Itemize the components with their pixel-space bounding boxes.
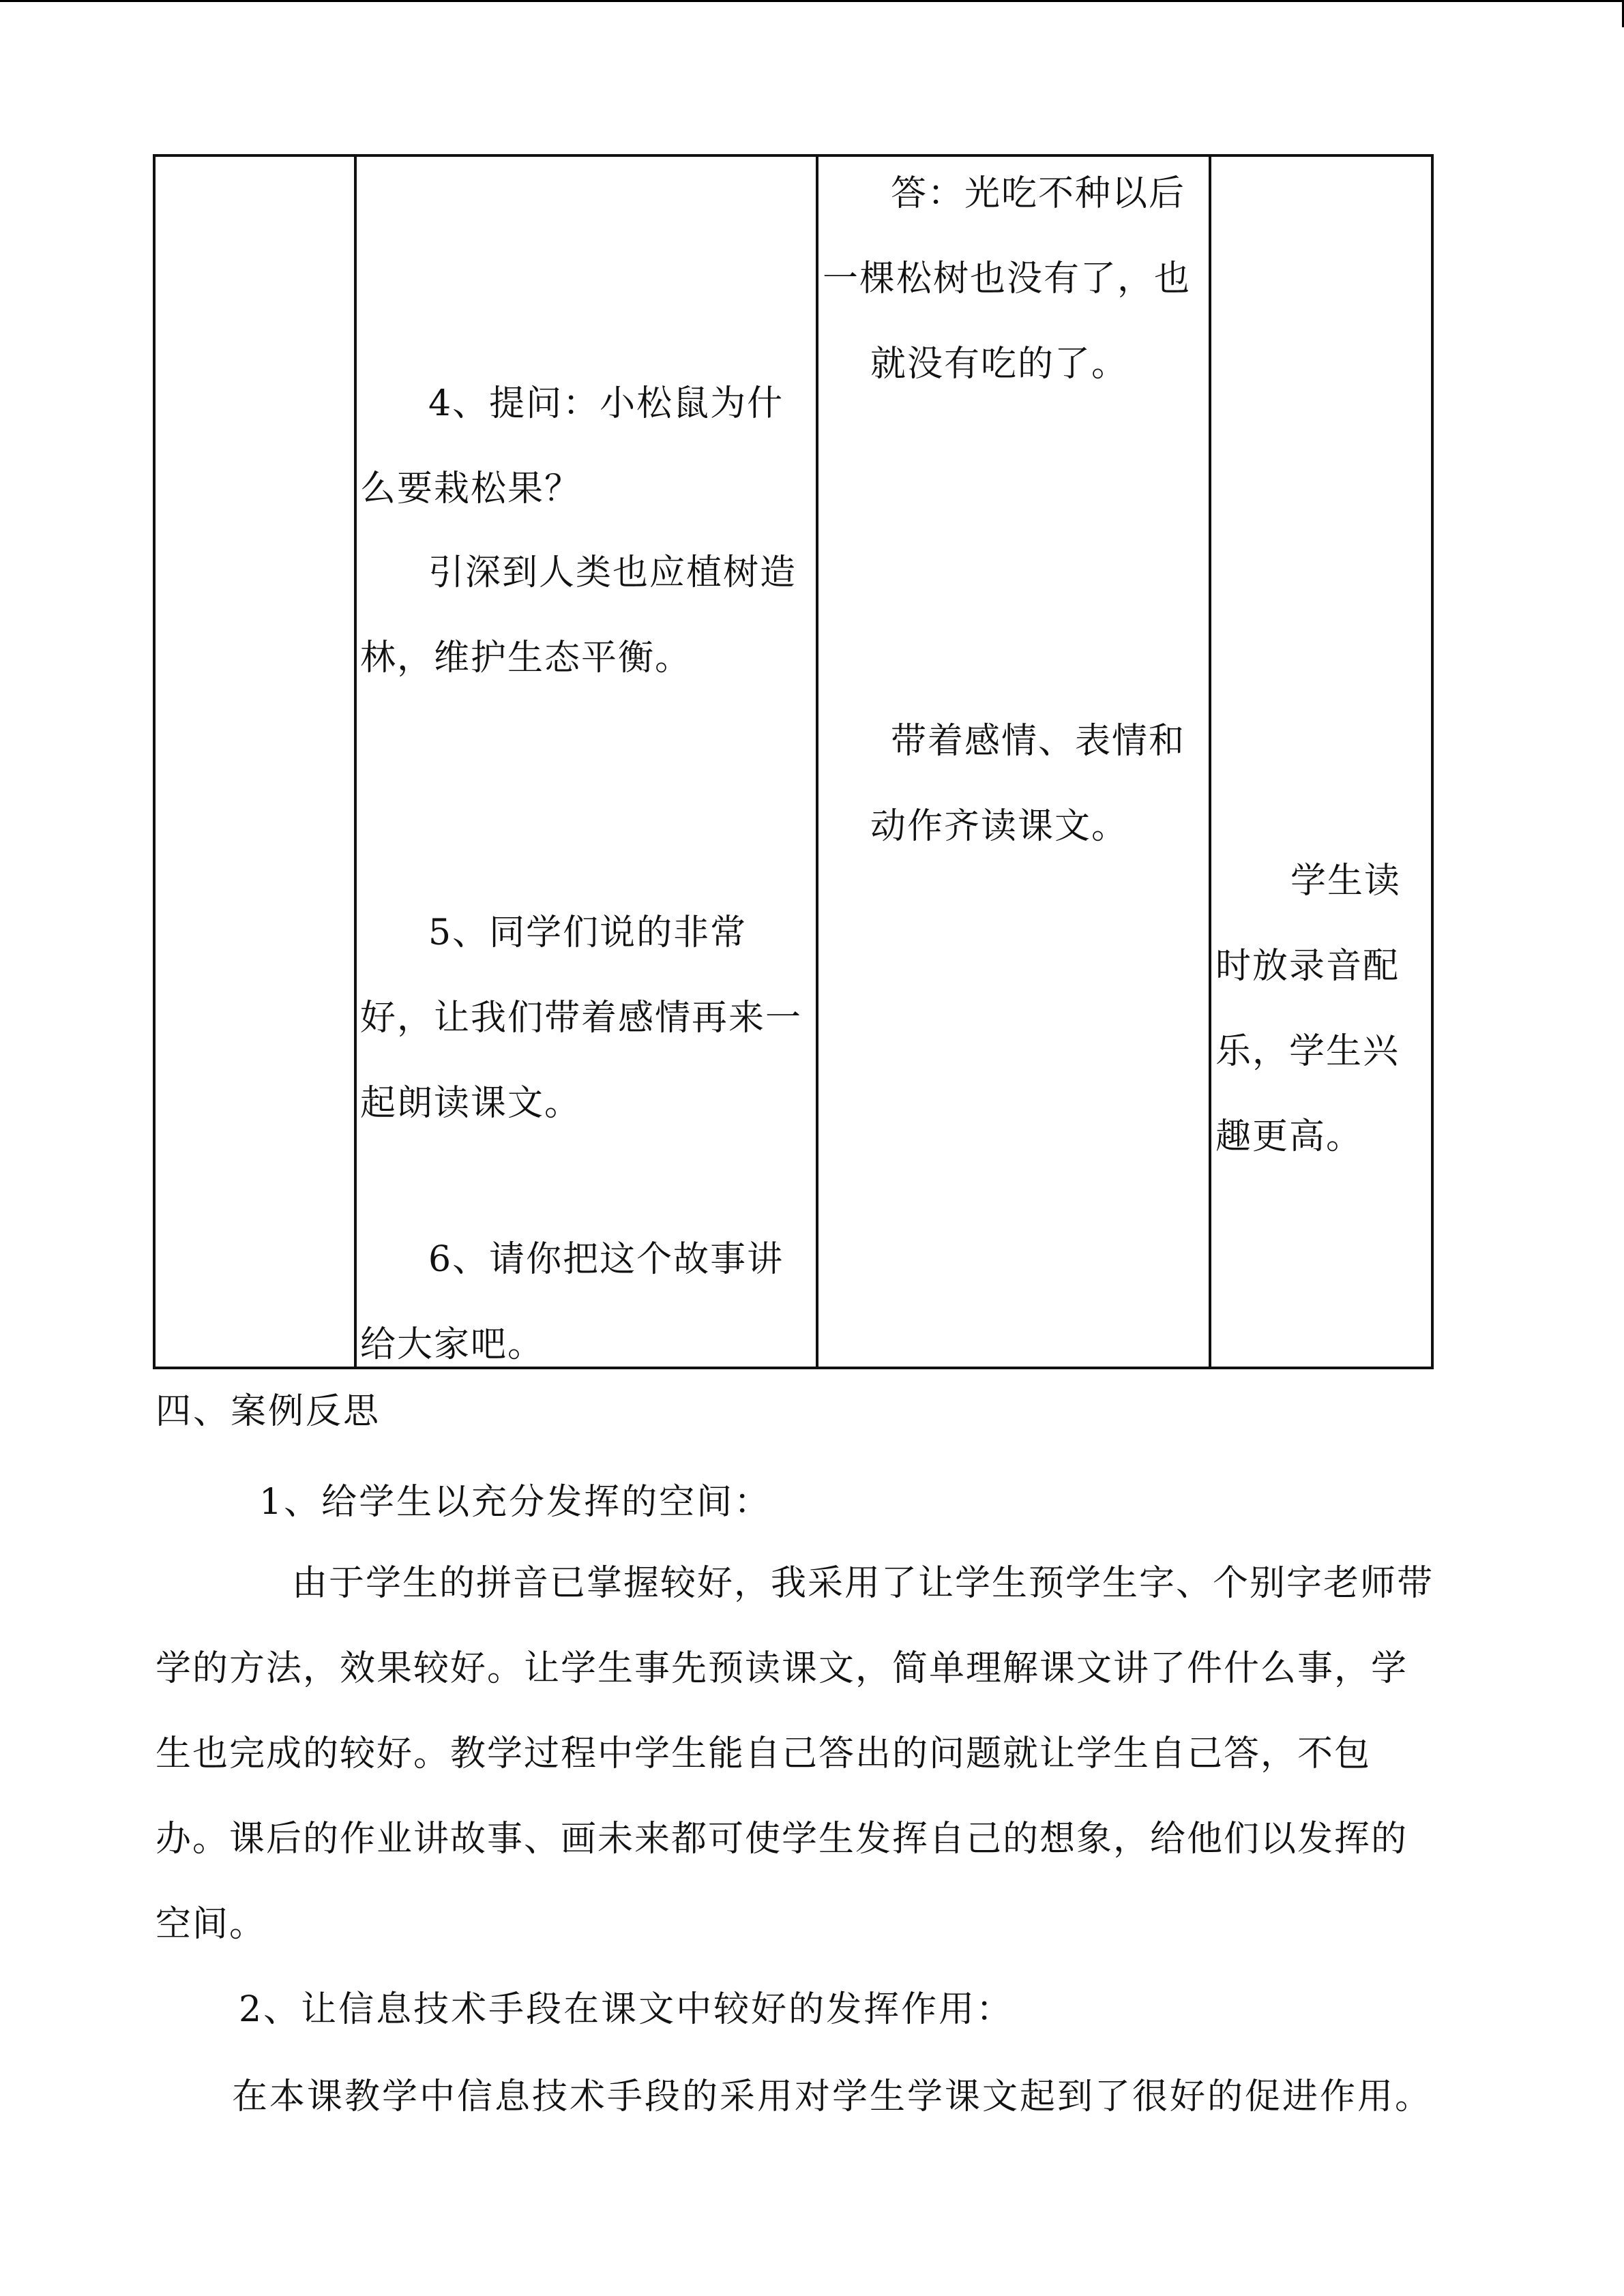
paragraph-line: 由于学生的拼音已掌握较好，我采用了让学生预学生字、个别字老师带 — [292, 1563, 1434, 1604]
paragraph-line: 生也完成的较好。教学过程中学生能自己答出的问题就让学生自己答，不包 — [156, 1733, 1372, 1774]
paragraph-line: 学的方法，效果较好。让学生事先预读课文，简单理解课文讲了件什么事，学 — [156, 1648, 1408, 1689]
student-activity-a5: 带着感情、表情和 动作齐读课文。 — [870, 721, 1186, 847]
teacher-activity-q6: 6、请你把这个故事讲 给大家吧。 — [360, 1239, 784, 1365]
teacher-activity-q5: 5、同学们说的非常 好，让我们带着感情再来一 起朗读课文。 — [360, 912, 803, 1124]
column-divider — [1209, 157, 1211, 1367]
section-heading: 四、案例反思 — [156, 1391, 381, 1432]
column-divider — [816, 157, 818, 1367]
design-note: 学生读 时放录音配 乐，学生兴 趣更高。 — [1215, 861, 1402, 1157]
paragraph-line: 办。课后的作业讲故事、画未来都可使学生发挥自己的想象，给他们以发挥的 — [156, 1819, 1408, 1860]
lesson-table — [153, 154, 1434, 1369]
reflection-point-1-title: 1、给学生以充分发挥的空间： — [259, 1482, 772, 1523]
column-divider — [354, 157, 357, 1367]
teacher-activity-q4: 4、提问：小松鼠为什 么要栽松果？ — [360, 383, 784, 509]
teacher-activity-q4-extension: 引深到人类也应植树造 林，维护生态平衡。 — [360, 552, 797, 679]
student-activity-a4: 答：光吃不种以后 一棵松树也没有了，也 就没有吃的了。 — [823, 173, 1192, 385]
reflection-point-2-body: 在本课教学中信息技术手段的采用对学生学课文起到了很好的促进作用。 — [232, 2076, 1433, 2117]
page-top-edge — [0, 0, 1624, 2]
reflection-point-1-body — [156, 1541, 1492, 1967]
paragraph-line: 空间。 — [156, 1904, 267, 1945]
reflection-point-2-title: 2、让信息技术手段在课文中较好的发挥作用： — [239, 1989, 1014, 2030]
